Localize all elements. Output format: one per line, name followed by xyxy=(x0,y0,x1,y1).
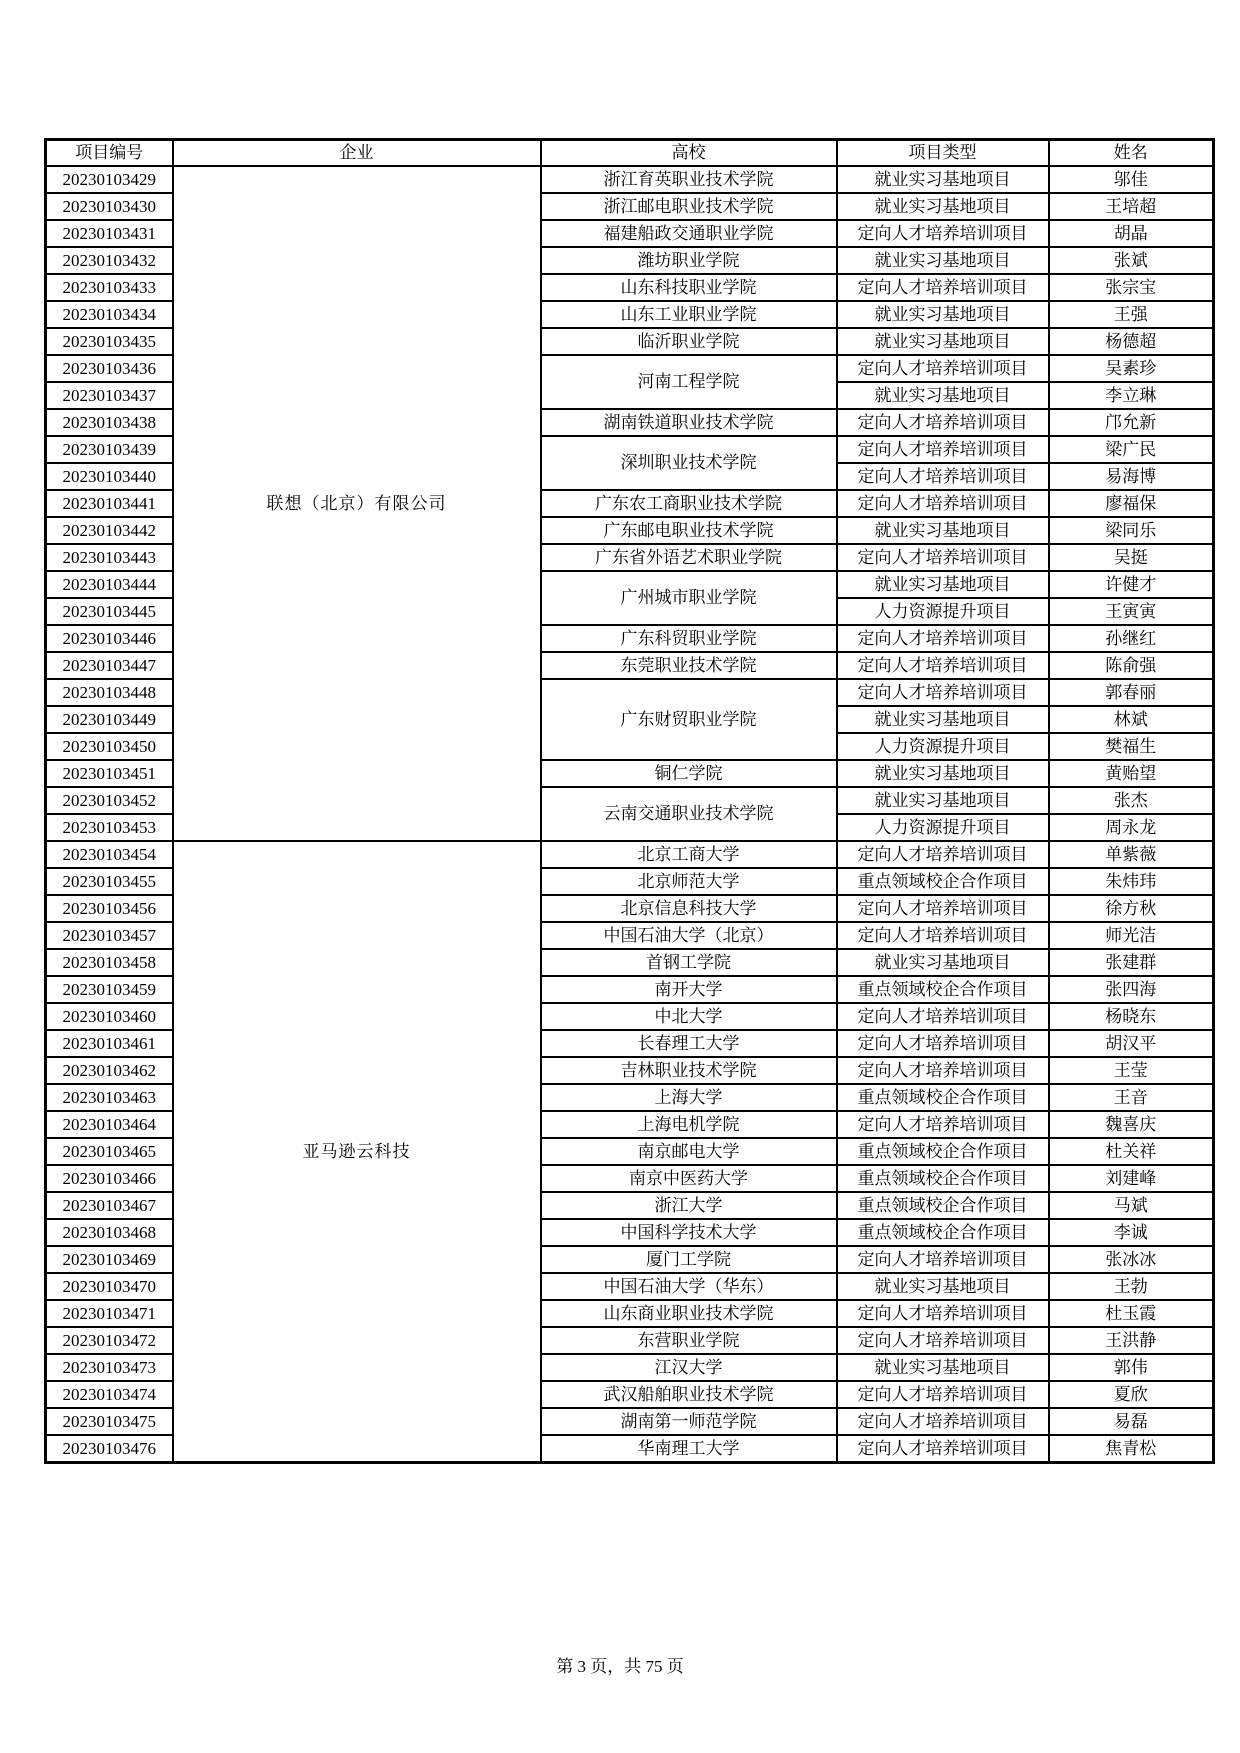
cell-project-type: 就业实习基地项目 xyxy=(837,301,1049,328)
cell-person-name: 王洪静 xyxy=(1049,1327,1214,1354)
cell-project-id: 20230103465 xyxy=(46,1138,173,1165)
table-row xyxy=(46,166,1214,193)
cell-project-id: 20230103469 xyxy=(46,1246,173,1273)
cell-school: 首钢工学院 xyxy=(541,949,837,976)
cell-project-type: 人力资源提升项目 xyxy=(837,733,1049,760)
cell-person-name: 邬佳 xyxy=(1049,166,1214,193)
cell-project-type: 就业实习基地项目 xyxy=(837,247,1049,274)
cell-project-type: 定向人才培养培训项目 xyxy=(837,679,1049,706)
cell-project-type: 重点领域校企合作项目 xyxy=(837,1138,1049,1165)
cell-project-type: 就业实习基地项目 xyxy=(837,328,1049,355)
cell-person-name: 吴挺 xyxy=(1049,544,1214,571)
cell-person-name: 张杰 xyxy=(1049,787,1214,814)
cell-person-name: 马斌 xyxy=(1049,1192,1214,1219)
cell-project-type: 重点领域校企合作项目 xyxy=(837,1165,1049,1192)
cell-project-id: 20230103457 xyxy=(46,922,173,949)
cell-project-id: 20230103449 xyxy=(46,706,173,733)
cell-project-id: 20230103445 xyxy=(46,598,173,625)
cell-school: 浙江育英职业技术学院 xyxy=(541,166,837,193)
cell-person-name: 王勃 xyxy=(1049,1273,1214,1300)
cell-person-name: 杜关祥 xyxy=(1049,1138,1214,1165)
cell-project-id: 20230103447 xyxy=(46,652,173,679)
cell-project-type: 就业实习基地项目 xyxy=(837,1273,1049,1300)
cell-project-id: 20230103474 xyxy=(46,1381,173,1408)
cell-project-id: 20230103463 xyxy=(46,1084,173,1111)
cell-school: 广东邮电职业技术学院 xyxy=(541,517,837,544)
cell-project-id: 20230103476 xyxy=(46,1435,173,1463)
cell-person-name: 王培超 xyxy=(1049,193,1214,220)
cell-project-id: 20230103432 xyxy=(46,247,173,274)
cell-project-id: 20230103436 xyxy=(46,355,173,382)
cell-person-name: 王寅寅 xyxy=(1049,598,1214,625)
cell-person-name: 孙继红 xyxy=(1049,625,1214,652)
cell-person-name: 魏喜庆 xyxy=(1049,1111,1214,1138)
cell-project-id: 20230103451 xyxy=(46,760,173,787)
cell-project-id: 20230103468 xyxy=(46,1219,173,1246)
cell-school: 深圳职业技术学院 xyxy=(541,436,837,490)
cell-project-id: 20230103444 xyxy=(46,571,173,598)
cell-project-type: 就业实习基地项目 xyxy=(837,787,1049,814)
cell-school: 河南工程学院 xyxy=(541,355,837,409)
cell-project-id: 20230103429 xyxy=(46,166,173,193)
cell-project-type: 定向人才培养培训项目 xyxy=(837,1381,1049,1408)
cell-project-id: 20230103431 xyxy=(46,220,173,247)
cell-project-type: 定向人才培养培训项目 xyxy=(837,841,1049,868)
cell-project-id: 20230103467 xyxy=(46,1192,173,1219)
cell-project-type: 定向人才培养培训项目 xyxy=(837,544,1049,571)
cell-project-type: 定向人才培养培训项目 xyxy=(837,220,1049,247)
cell-project-id: 20230103459 xyxy=(46,976,173,1003)
column-header-project-type: 项目类型 xyxy=(837,140,1049,167)
cell-person-name: 焦青松 xyxy=(1049,1435,1214,1463)
cell-person-name: 李诚 xyxy=(1049,1219,1214,1246)
cell-project-id: 20230103443 xyxy=(46,544,173,571)
cell-project-type: 定向人才培养培训项目 xyxy=(837,1030,1049,1057)
cell-project-id: 20230103452 xyxy=(46,787,173,814)
cell-school: 山东科技职业学院 xyxy=(541,274,837,301)
cell-school: 铜仁学院 xyxy=(541,760,837,787)
cell-project-type: 定向人才培养培训项目 xyxy=(837,436,1049,463)
cell-school: 广东省外语艺术职业学院 xyxy=(541,544,837,571)
cell-project-id: 20230103460 xyxy=(46,1003,173,1030)
cell-school: 广东财贸职业学院 xyxy=(541,679,837,760)
cell-school: 北京信息科技大学 xyxy=(541,895,837,922)
cell-project-type: 人力资源提升项目 xyxy=(837,814,1049,841)
cell-project-id: 20230103461 xyxy=(46,1030,173,1057)
cell-person-name: 周永龙 xyxy=(1049,814,1214,841)
cell-school: 南开大学 xyxy=(541,976,837,1003)
cell-person-name: 廖福保 xyxy=(1049,490,1214,517)
cell-project-id: 20230103446 xyxy=(46,625,173,652)
cell-project-type: 定向人才培养培训项目 xyxy=(837,652,1049,679)
cell-project-id: 20230103470 xyxy=(46,1273,173,1300)
cell-person-name: 杨晓东 xyxy=(1049,1003,1214,1030)
cell-person-name: 梁同乐 xyxy=(1049,517,1214,544)
cell-school: 山东商业职业技术学院 xyxy=(541,1300,837,1327)
cell-school: 山东工业职业学院 xyxy=(541,301,837,328)
cell-school: 北京师范大学 xyxy=(541,868,837,895)
cell-school: 武汉船舶职业技术学院 xyxy=(541,1381,837,1408)
cell-school: 南京邮电大学 xyxy=(541,1138,837,1165)
cell-school: 潍坊职业学院 xyxy=(541,247,837,274)
cell-school: 临沂职业学院 xyxy=(541,328,837,355)
projects-table xyxy=(44,138,1215,1464)
cell-school: 中国科学技术大学 xyxy=(541,1219,837,1246)
cell-school: 上海电机学院 xyxy=(541,1111,837,1138)
cell-project-type: 就业实习基地项目 xyxy=(837,517,1049,544)
cell-project-type: 定向人才培养培训项目 xyxy=(837,1435,1049,1463)
cell-project-type: 定向人才培养培训项目 xyxy=(837,1057,1049,1084)
cell-project-type: 定向人才培养培训项目 xyxy=(837,1327,1049,1354)
cell-project-id: 20230103458 xyxy=(46,949,173,976)
cell-school: 中北大学 xyxy=(541,1003,837,1030)
cell-person-name: 梁广民 xyxy=(1049,436,1214,463)
cell-school: 中国石油大学（华东） xyxy=(541,1273,837,1300)
cell-project-type: 重点领域校企合作项目 xyxy=(837,1084,1049,1111)
cell-project-type: 定向人才培养培训项目 xyxy=(837,1408,1049,1435)
cell-project-id: 20230103440 xyxy=(46,463,173,490)
cell-project-type: 就业实习基地项目 xyxy=(837,1354,1049,1381)
cell-project-type: 就业实习基地项目 xyxy=(837,382,1049,409)
cell-person-name: 张宗宝 xyxy=(1049,274,1214,301)
cell-school: 长春理工大学 xyxy=(541,1030,837,1057)
cell-school: 江汉大学 xyxy=(541,1354,837,1381)
cell-person-name: 单紫薇 xyxy=(1049,841,1214,868)
cell-project-type: 定向人才培养培训项目 xyxy=(837,463,1049,490)
table-body xyxy=(46,166,1214,1463)
cell-person-name: 郭春丽 xyxy=(1049,679,1214,706)
cell-person-name: 杜玉霞 xyxy=(1049,1300,1214,1327)
cell-project-id: 20230103473 xyxy=(46,1354,173,1381)
cell-person-name: 王强 xyxy=(1049,301,1214,328)
cell-project-id: 20230103430 xyxy=(46,193,173,220)
cell-project-id: 20230103466 xyxy=(46,1165,173,1192)
cell-person-name: 王音 xyxy=(1049,1084,1214,1111)
cell-project-type: 就业实习基地项目 xyxy=(837,706,1049,733)
cell-project-type: 重点领域校企合作项目 xyxy=(837,1192,1049,1219)
cell-school: 湖南第一师范学院 xyxy=(541,1408,837,1435)
cell-project-id: 20230103471 xyxy=(46,1300,173,1327)
cell-person-name: 朱炜玮 xyxy=(1049,868,1214,895)
cell-school: 南京中医药大学 xyxy=(541,1165,837,1192)
cell-project-id: 20230103435 xyxy=(46,328,173,355)
cell-project-type: 就业实习基地项目 xyxy=(837,166,1049,193)
cell-project-id: 20230103434 xyxy=(46,301,173,328)
cell-school: 浙江邮电职业技术学院 xyxy=(541,193,837,220)
cell-school: 福建船政交通职业学院 xyxy=(541,220,837,247)
cell-project-type: 定向人才培养培训项目 xyxy=(837,1300,1049,1327)
cell-project-type: 人力资源提升项目 xyxy=(837,598,1049,625)
cell-project-type: 定向人才培养培训项目 xyxy=(837,1111,1049,1138)
cell-person-name: 黄贻望 xyxy=(1049,760,1214,787)
cell-person-name: 张建群 xyxy=(1049,949,1214,976)
cell-project-id: 20230103475 xyxy=(46,1408,173,1435)
cell-person-name: 林斌 xyxy=(1049,706,1214,733)
column-header-company: 企业 xyxy=(173,140,541,167)
cell-project-id: 20230103439 xyxy=(46,436,173,463)
cell-school: 中国石油大学（北京） xyxy=(541,922,837,949)
cell-project-type: 定向人才培养培训项目 xyxy=(837,274,1049,301)
cell-project-type: 重点领域校企合作项目 xyxy=(837,868,1049,895)
cell-project-type: 定向人才培养培训项目 xyxy=(837,355,1049,382)
cell-person-name: 胡汉平 xyxy=(1049,1030,1214,1057)
cell-person-name: 张冰冰 xyxy=(1049,1246,1214,1273)
cell-project-id: 20230103433 xyxy=(46,274,173,301)
cell-project-id: 20230103456 xyxy=(46,895,173,922)
cell-project-type: 就业实习基地项目 xyxy=(837,949,1049,976)
column-header-school: 高校 xyxy=(541,140,837,167)
cell-school: 浙江大学 xyxy=(541,1192,837,1219)
cell-school: 广州城市职业学院 xyxy=(541,571,837,625)
column-header-project-id: 项目编号 xyxy=(46,140,173,167)
cell-project-type: 定向人才培养培训项目 xyxy=(837,922,1049,949)
cell-person-name: 吴素珍 xyxy=(1049,355,1214,382)
cell-project-type: 定向人才培养培训项目 xyxy=(837,490,1049,517)
cell-project-type: 就业实习基地项目 xyxy=(837,571,1049,598)
cell-school: 广东农工商职业技术学院 xyxy=(541,490,837,517)
cell-project-id: 20230103464 xyxy=(46,1111,173,1138)
cell-person-name: 李立琳 xyxy=(1049,382,1214,409)
column-header-person-name: 姓名 xyxy=(1049,140,1214,167)
cell-person-name: 夏欣 xyxy=(1049,1381,1214,1408)
cell-person-name: 杨德超 xyxy=(1049,328,1214,355)
cell-person-name: 张斌 xyxy=(1049,247,1214,274)
cell-person-name: 许健才 xyxy=(1049,571,1214,598)
cell-person-name: 师光洁 xyxy=(1049,922,1214,949)
cell-project-type: 定向人才培养培训项目 xyxy=(837,1003,1049,1030)
cell-school: 上海大学 xyxy=(541,1084,837,1111)
cell-project-id: 20230103454 xyxy=(46,841,173,868)
cell-project-id: 20230103472 xyxy=(46,1327,173,1354)
cell-person-name: 陈俞强 xyxy=(1049,652,1214,679)
cell-person-name: 张四海 xyxy=(1049,976,1214,1003)
cell-school: 湖南铁道职业技术学院 xyxy=(541,409,837,436)
cell-project-id: 20230103441 xyxy=(46,490,173,517)
cell-school: 厦门工学院 xyxy=(541,1246,837,1273)
cell-school: 吉林职业技术学院 xyxy=(541,1057,837,1084)
cell-project-type: 重点领域校企合作项目 xyxy=(837,976,1049,1003)
cell-school: 云南交通职业技术学院 xyxy=(541,787,837,841)
cell-project-id: 20230103448 xyxy=(46,679,173,706)
cell-project-type: 就业实习基地项目 xyxy=(837,760,1049,787)
cell-company: 联想（北京）有限公司 xyxy=(173,166,541,841)
cell-school: 广东科贸职业学院 xyxy=(541,625,837,652)
cell-project-type: 定向人才培养培训项目 xyxy=(837,625,1049,652)
cell-project-id: 20230103455 xyxy=(46,868,173,895)
cell-project-id: 20230103438 xyxy=(46,409,173,436)
cell-person-name: 郭伟 xyxy=(1049,1354,1214,1381)
cell-project-id: 20230103437 xyxy=(46,382,173,409)
cell-project-type: 定向人才培养培训项目 xyxy=(837,1246,1049,1273)
cell-project-id: 20230103450 xyxy=(46,733,173,760)
header-row xyxy=(46,140,1214,167)
cell-person-name: 易磊 xyxy=(1049,1408,1214,1435)
cell-school: 东营职业学院 xyxy=(541,1327,837,1354)
cell-person-name: 邝允新 xyxy=(1049,409,1214,436)
cell-project-type: 定向人才培养培训项目 xyxy=(837,409,1049,436)
cell-school: 东莞职业技术学院 xyxy=(541,652,837,679)
cell-person-name: 刘建峰 xyxy=(1049,1165,1214,1192)
cell-company: 亚马逊云科技 xyxy=(173,841,541,1463)
table-row xyxy=(46,841,1214,868)
cell-school: 北京工商大学 xyxy=(541,841,837,868)
cell-person-name: 樊福生 xyxy=(1049,733,1214,760)
cell-project-type: 定向人才培养培训项目 xyxy=(837,895,1049,922)
page-number: 第 3 页，共 75 页 xyxy=(556,1657,684,1676)
cell-project-id: 20230103453 xyxy=(46,814,173,841)
cell-project-id: 20230103462 xyxy=(46,1057,173,1084)
cell-person-name: 王莹 xyxy=(1049,1057,1214,1084)
cell-person-name: 易海博 xyxy=(1049,463,1214,490)
cell-school: 华南理工大学 xyxy=(541,1435,837,1463)
cell-person-name: 徐方秋 xyxy=(1049,895,1214,922)
cell-project-type: 就业实习基地项目 xyxy=(837,193,1049,220)
cell-project-type: 重点领域校企合作项目 xyxy=(837,1219,1049,1246)
cell-person-name: 胡晶 xyxy=(1049,220,1214,247)
cell-project-id: 20230103442 xyxy=(46,517,173,544)
